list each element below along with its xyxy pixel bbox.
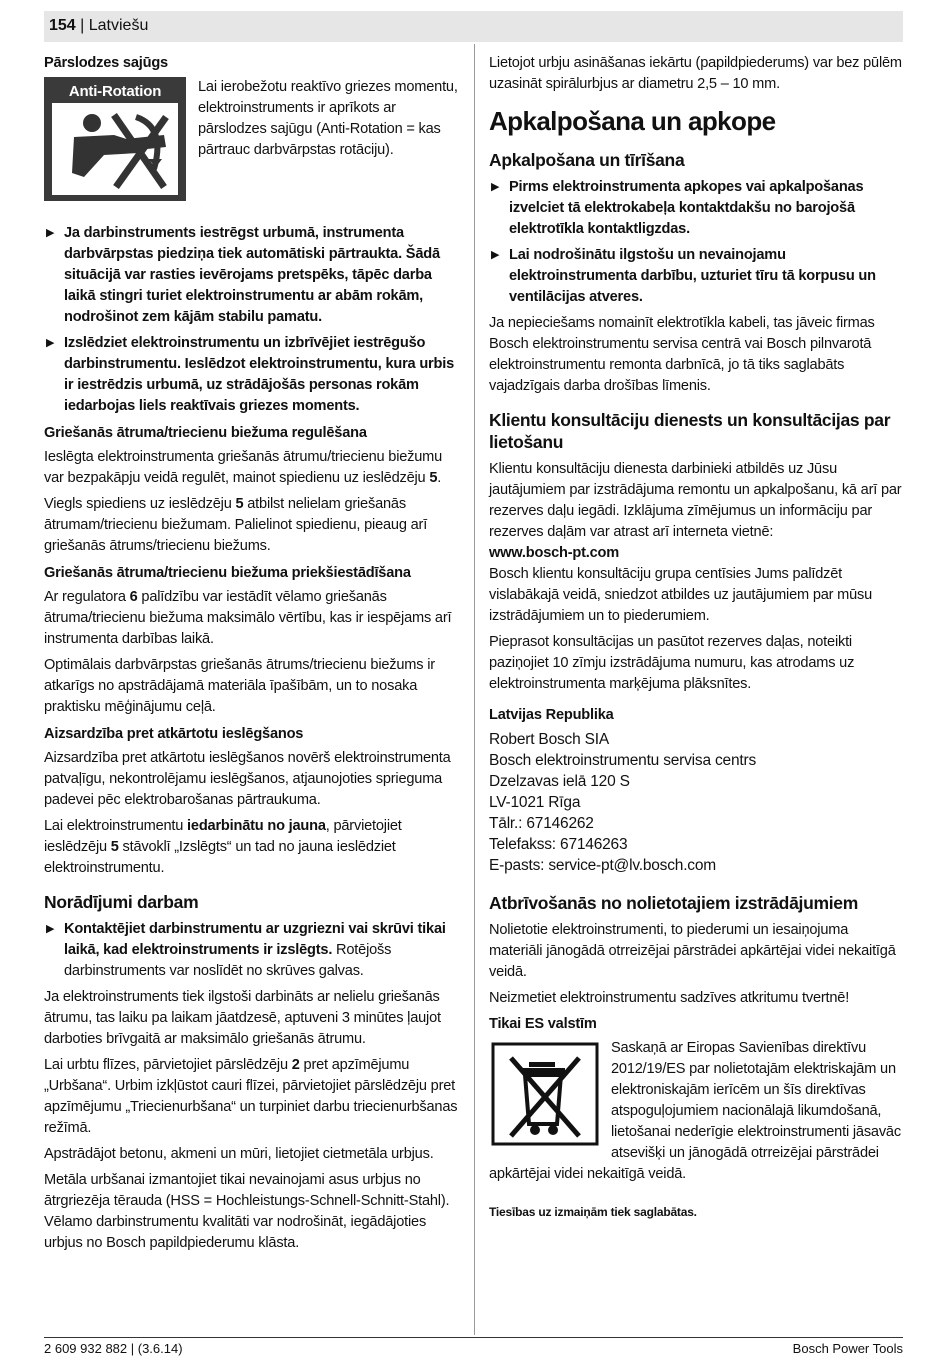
restart-protection-heading: Aizsardzība pret atkārtotu ieslēgšanos xyxy=(44,726,304,742)
speed-preset-text-2: Optimālais darbvārpstas griešanās ātrums/triecienu biežums ir atkarīgs no apstrādājamā materiāla īpašībām, un to nosaka praktisku mēģinājumu ceļā. xyxy=(44,657,435,715)
customer-service-text-3: Pieprasot konsultācijas un pasūtot rezerves daļas, noteikti paziņojiet 10 zīmju izstrādājuma numuru, kas atrodams uz elektroinstrumenta marķējuma plāksnītes. xyxy=(489,634,855,692)
eu-heading: Tikai ES valstīm xyxy=(489,1016,597,1032)
address-line: Dzelzavas ielā 120 S xyxy=(489,773,630,790)
footer-divider xyxy=(44,1337,903,1338)
disposal-text-2: Neizmetiet elektroinstrumentu sadzīves atkritumu tvertnē! xyxy=(489,990,850,1006)
rights-reserved-note: Tiesības uz izmaiņām tiek saglabātas. xyxy=(489,1205,697,1219)
eu-directive-text: Saskaņā ar Eiropas Savienības direktīvu 2012/19/ES par nolietotajām elektriskajām un elektroniskajām ierīcēm un šīs direktīvas atspoguļojumiem nacionālajā likumdošanā, lietošanai nederīgie elektroinstrumenti jāsavāc atsevišķi un jānogādā otrreizējai pārstrādei apkārtējai videi nekaitīgā veidā. xyxy=(489,1040,901,1182)
work-text-3: Apstrādājot betonu, akmeni un mūri, lietojiet cietmetāla urbjus. xyxy=(44,1146,434,1162)
overload-heading: Pārslodzes sajūgs xyxy=(44,55,168,71)
bullet-triangle-icon: ▶ xyxy=(491,181,500,193)
sharpening-text: Lietojot urbju asināšanas iekārtu (papildpiederums) var bez pūlēm uzasināt spirālurbjus ar diametru 2,5 – 10 mm. xyxy=(489,55,902,92)
customer-service-text-2: Bosch klientu konsultāciju grupa centīsies Jums palīdzēt vislabākajā veidā, sniedzot atbildes uz jautājumiem par mūsu izstrādājumiem un to piederumiem. xyxy=(489,566,873,624)
weee-bin-icon xyxy=(491,1042,599,1146)
header-bar xyxy=(44,11,903,42)
disposal-heading: Atbrīvošanās no nolietotajiem izstrādājumiem xyxy=(489,893,858,913)
bullet-triangle-icon: ▶ xyxy=(46,227,55,239)
service-bullet-clean: ▶ Lai nodrošinātu ilgstošu un nevainojamu elektroinstrumenta darbību, uzturiet tīru tā korpusu un ventilācijas atveres. xyxy=(491,247,876,305)
footer-doc-number: 2 609 932 882 | (3.6.14) xyxy=(44,1341,183,1356)
footer-brand: Bosch Power Tools xyxy=(792,1341,903,1356)
right-column xyxy=(489,53,903,1223)
address-phone: Tālr.: 67146262 xyxy=(489,815,594,832)
website-link[interactable]: www.bosch-pt.com xyxy=(489,545,620,561)
speed-preset-text-1: Ar regulatora 6 palīdzību var iestādīt vēlamo griešanās ātruma/triecienu biežuma maksimālo vērtību, kas ir iespējams arī instrumenta darbības laikā. xyxy=(44,589,452,647)
warning-bullet-stuck: ▶ Ja darbinstruments iestrēgst urbumā, instrumenta darbvārpstas piedziņa tiek automātiski pārtraukta. Šādā situācijā var rasties ievērojams pretspēks, tāpēc darba laikā stingri turiet elektroinstrumentu ar abām rokām, nodrošinot zem kājām stabilu pamatu. xyxy=(46,225,440,325)
bullet-triangle-icon: ▶ xyxy=(46,337,55,349)
speed-regulation-heading: Griešanās ātruma/triecienu biežuma regulēšana xyxy=(44,425,367,441)
page-language: Latviešu xyxy=(88,17,149,34)
anti-rotation-icon xyxy=(44,77,186,201)
work-instructions-heading: Norādījumi darbam xyxy=(44,892,199,912)
bullet-triangle-icon: ▶ xyxy=(46,923,55,935)
work-bullet: ▶ Kontaktējiet darbinstrumentu ar uzgriezni vai skrūvi tikai laikā, kad elektroinstruments ir izslēgts. Rotējošs darbinstruments var noslīdēt no skrūves galvas. xyxy=(46,921,446,979)
left-column xyxy=(44,53,458,1259)
anti-rotation-label: Anti-Rotation xyxy=(68,83,162,100)
address-line: Robert Bosch SIA xyxy=(489,731,609,748)
work-text-4: Metāla urbšanai izmantojiet tikai nevainojami asus urbjus no ātrgriezēja tērauda (HSS = Hochleistungs-Schnell-Schnitt-Stahl). Vēlamo darbinstrumentu kvalitāti var nodrošināt, iegādājoties urbjus no Bosch papildpiederumu klāsta. xyxy=(44,1172,450,1251)
maintenance-heading: Apkalpošana un apkope xyxy=(489,106,776,136)
address-fax: Telefakss: 67146263 xyxy=(489,836,628,853)
page-header: 154 | Latviešu xyxy=(49,17,149,34)
service-text: Ja nepieciešams nomainīt elektrotīkla kabeli, tas jāveic firmas Bosch elektroinstrumentu servisa centrā vai Bosch pilnvarotā elektroinstrumentu remonta darbnīcā, jo tā tiks saglabāts vajadzīgais darba drošības līmenis. xyxy=(489,315,875,394)
address-line: LV-1021 Rīga xyxy=(489,794,581,811)
speed-regulation-text-2: Viegls spiediens uz ieslēdzēju 5 atbilst nelielam griešanās ātrumam/triecienu biežumam. Palielinot spiedienu, pieaug arī griešanās ātrums/triecienu biežums. xyxy=(44,496,428,554)
speed-preset-heading: Griešanās ātruma/triecienu biežuma priekšiestādīšana xyxy=(44,565,411,581)
address-email[interactable]: E-pasts: service-pt@lv.bosch.com xyxy=(489,857,716,874)
restart-protection-text-2: Lai elektroinstrumentu iedarbinātu no jauna, pārvietojiet ieslēdzēju 5 stāvoklī „Izslēgts“ un tad no jauna ieslēdziet elektroinstrumentu. xyxy=(44,818,402,876)
work-text-2: Lai urbtu flīzes, pārvietojiet pārslēdzēju 2 pret apzīmējumu „Urbšana“. Urbim izkļūstot cauri flīzei, pārvietojiet pārslēdzēju pret apzīmējumu „Triecienurbšana“ un turpiniet darbu triecienurbšanas režīmā. xyxy=(44,1057,458,1136)
customer-service-heading: Klientu konsultāciju dienests un konsultācijas par lietošanu xyxy=(489,410,891,452)
country-heading: Latvijas Republika xyxy=(489,707,614,723)
speed-regulation-text-1: Ieslēgta elektroinstrumenta griešanās ātrumu/triecienu biežumu var bezpakāpju veidā regulēt, mainot spiedienu uz ieslēdzēju 5. xyxy=(44,449,443,486)
service-bullet-unplug: ▶ Pirms elektroinstrumenta apkopes vai apkalpošanas izvelciet tā elektrokabeļa kontaktdakšu no barojošā elektrotīkla kontaktligzdas. xyxy=(491,179,864,237)
bullet-triangle-icon: ▶ xyxy=(491,249,500,261)
service-cleaning-heading: Apkalpošana un tīrīšana xyxy=(489,150,685,170)
customer-service-text-1: Klientu konsultāciju dienesta darbinieki atbildēs uz Jūsu jautājumiem par izstrādājuma remontu un apkalpošanu, kā arī par rezerves daļu iegādi. Izklājuma zīmējumus un informāciju par rezerves daļām var atrast arī interneta vietnē: xyxy=(489,461,902,540)
page-number: 154 xyxy=(49,17,76,34)
work-text-1: Ja elektroinstruments tiek ilgstoši darbināts ar nelielu griešanās ātrumu, tas laiku pa laikam jāatdzesē, aptuveni 3 minūtes ļaujot darboties brīvgaitā ar maksimālo griešanās ātrumu. xyxy=(44,989,441,1047)
column-divider xyxy=(474,44,475,1335)
restart-protection-text-1: Aizsardzība pret atkārtotu ieslēgšanos novērš elektroinstrumenta patvaļīgu, nekontrolējamu ieslēgšanos, atjaunojoties spriegumа padevei pēc elektrobarošanas pārtraukuma. xyxy=(44,750,451,808)
overload-text: Lai ierobežotu reaktīvo griezes momentu, elektroinstruments ir aprīkots ar pārslodzes sajūgu (Anti-Rotation = kas pārtrauc darbvārpstas rotāciju). xyxy=(198,79,458,158)
disposal-text-1: Nolietotie elektroinstrumenti, to piederumi un iesaiņojuma materiāli jānogādā otrreizējai pārstrādei apkārtējai videi nekaitīgā veidā. xyxy=(489,922,896,980)
address-line: Bosch elektroinstrumentu servisa centrs xyxy=(489,752,757,769)
warning-bullet-switch-off: ▶ Izslēdziet elektroinstrumentu un izbrīvējiet iestrēgušo darbinstrumentu. Ieslēdzot elektroinstrumentu, kura urbis ir iestrēdzis urbumā, uz strādājošās personas rokām iedarbojas liels reaktīvais griezes moments. xyxy=(46,335,454,414)
address-block xyxy=(489,729,903,876)
